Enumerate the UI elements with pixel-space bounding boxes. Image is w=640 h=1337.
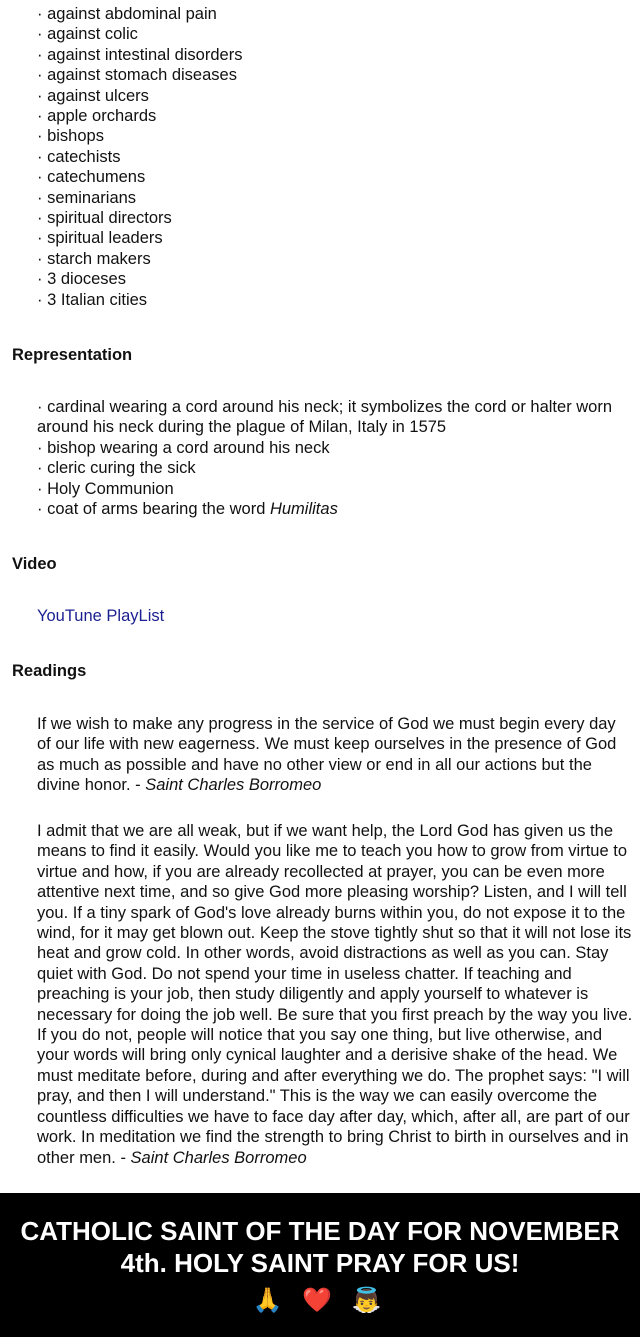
representation-heading: Representation bbox=[12, 346, 133, 364]
patronage-item: · 3 dioceses bbox=[37, 270, 126, 289]
representation-item: · bishop wearing a cord around his neck bbox=[37, 438, 330, 457]
patronage-item: · 3 Italian cities bbox=[37, 290, 148, 309]
patronage-item: · against intestinal disorders bbox=[37, 45, 243, 64]
patronage-item: · against abdominal pain bbox=[37, 5, 217, 23]
praying-hands-icon: 🙏 bbox=[252, 1286, 289, 1314]
youtube-playlist-link[interactable]: YouTune PlayList bbox=[37, 607, 165, 625]
footer-banner bbox=[0, 1193, 640, 1337]
humilitas-emphasis: Humilitas bbox=[269, 500, 338, 519]
representation-item: · Holy Communion bbox=[37, 479, 174, 498]
reading-quote-2: I admit that we are all weak, but if we want help, the Lord God has given us the means to find it easily. Would you like me to teach you how to grow from virtue to virtue and how, if you are already recollected at prayer, you can be even more attentive next time, and so give God more pleasing worship? Listen, and I will tell you. If a tiny spark of God's love already burns within you, do not expose it to the wind, for it may get blown out. Keep the stove tightly shut so that it will not lose its heat and grow cold. In other words, avoid distractions as well as you can. Stay quiet with God. Do not spend your time in useless chatter. If teaching and preaching is your job, then study diligently and apply yourself to whatever is necessary for doing the job well. Be sure that you first preach by the way you live. If you do not, people will notice that you say one thing, but live otherwise, and your words will bring only cynical laughter and a derisive shake of the head. We must meditate before, during and after everything we do. The prophet says: "I will pray, and then I will understand." This is the way we can easily overcome the countless difficulties we have to face day after day, which, after all, are part of our work. In meditation we find the strength to bring Christ to birth in ourselves and in other men. - Saint Charles Borromeo bbox=[37, 822, 633, 1167]
patronage-list bbox=[37, 4, 242, 310]
video-heading: Video bbox=[12, 555, 57, 573]
baby-angel-icon: 👼 bbox=[351, 1286, 388, 1314]
footer-title: CATHOLIC SAINT OF THE DAY FOR NOVEMBER 4th. HOLY SAINT PRAY FOR US! bbox=[20, 1216, 620, 1278]
representation-item: · coat of arms bearing the word Humilitas bbox=[37, 500, 338, 519]
patronage-item: · bishops bbox=[37, 127, 104, 146]
patronage-item: · against stomach diseases bbox=[37, 66, 237, 85]
patronage-item: · catechumens bbox=[37, 168, 146, 187]
patronage-item: · against ulcers bbox=[37, 86, 149, 105]
patronage-item: · starch makers bbox=[37, 249, 151, 268]
reading-quote-1: If we wish to make any progress in the service of God we must begin every day of our life with new eagerness. We must keep ourselves in the presence of God as much as possible and have no other view or end in all our actions but the divine honor. - Saint Charles Borromeo bbox=[37, 715, 617, 795]
patronage-item: · against colic bbox=[37, 25, 138, 44]
representation-item: · cleric curing the sick bbox=[37, 459, 196, 478]
quote-1-attribution: Saint Charles Borromeo bbox=[145, 776, 322, 795]
patronage-item: · catechists bbox=[37, 147, 121, 166]
patronage-item: · seminarians bbox=[37, 188, 137, 207]
readings-heading: Readings bbox=[12, 662, 87, 680]
quote-2-attribution: Saint Charles Borromeo bbox=[130, 1148, 307, 1167]
patronage-item: · spiritual leaders bbox=[37, 229, 163, 248]
patronage-item: · spiritual directors bbox=[37, 209, 172, 228]
representation-list bbox=[37, 397, 627, 519]
representation-item: · cardinal wearing a cord around his neck; it symbolizes the cord or halter worn around his neck during the plague of Milan, Italy in 1575 bbox=[37, 398, 613, 437]
emoji-row bbox=[0, 1285, 640, 1315]
patronage-item: · apple orchards bbox=[37, 107, 157, 126]
red-heart-icon: ❤️ bbox=[302, 1286, 338, 1314]
